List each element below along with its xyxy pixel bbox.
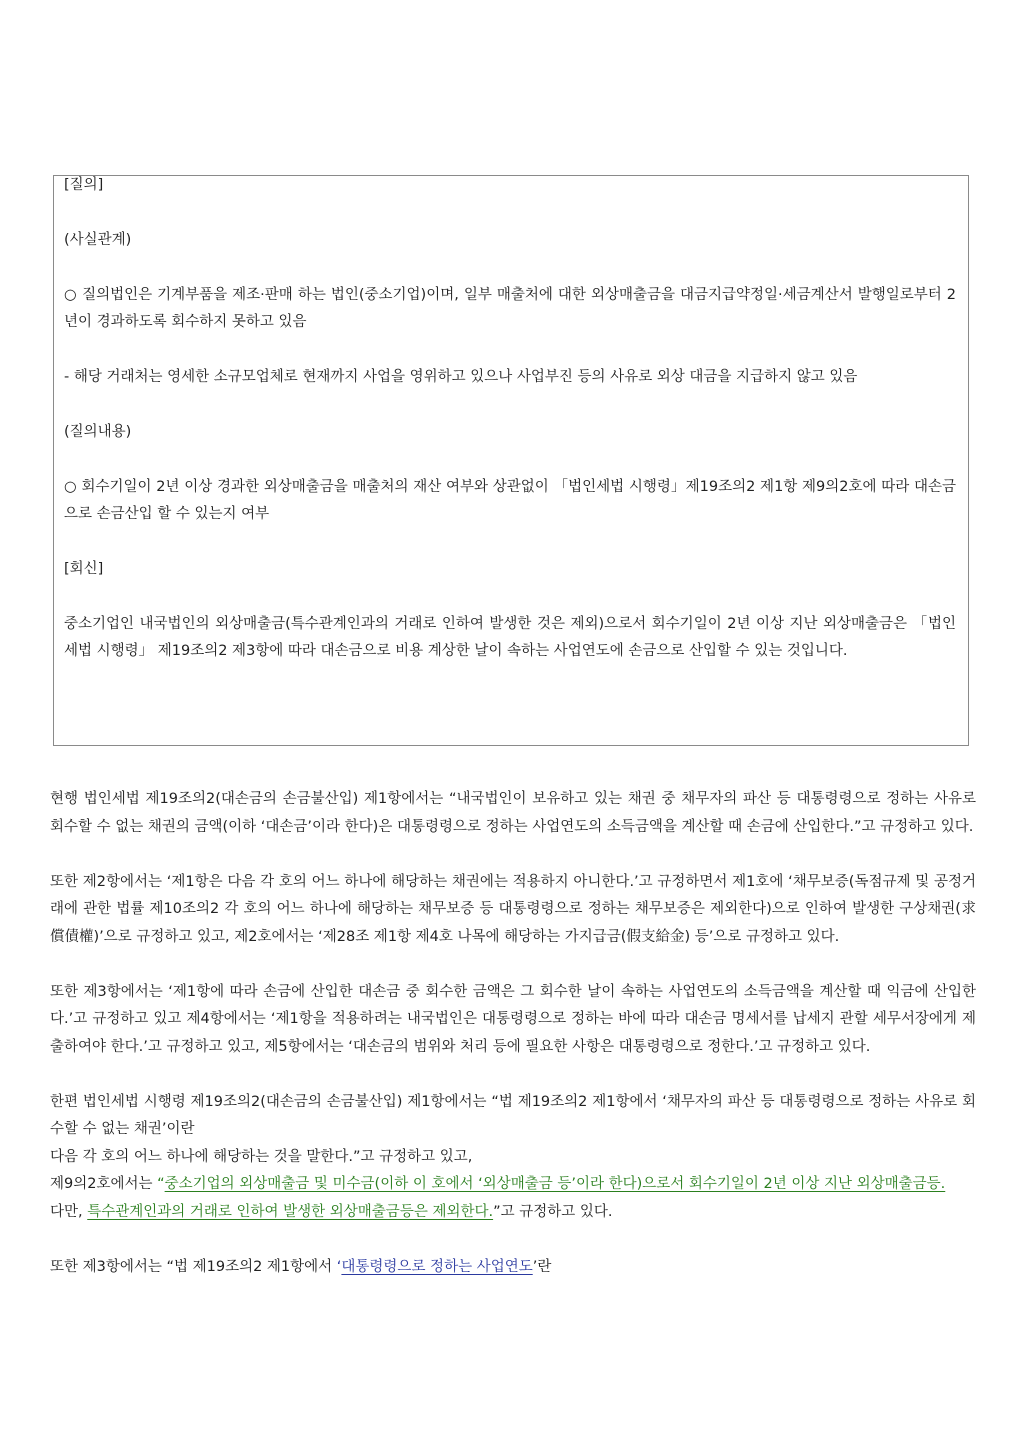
facts-heading: (사실관계) <box>64 232 132 248</box>
para-5-prefix: 또한 제3항에서는 “법 제19조의2 제1항에서 <box>50 1258 337 1275</box>
blue-open-quote: ‘ <box>336 1258 342 1275</box>
green-open-quote: “ <box>157 1176 165 1192</box>
underlined-exception-text: 특수관계인과의 거래로 인하여 발생한 외상매출금등은 제외한다. <box>87 1203 494 1220</box>
body-paragraph-2: 또한 제2항에서는 ‘제1항은 다음 각 호의 어느 하나에 해당하는 채권에는 적용하지 아니한다.’고 규정하면서 제1호에 ‘채무보증(독점규제 및 공정거래에 관한 법률 제10조의2 각 호의 어느 하나에 해당하는 채무보증 등 대통령령으로 정하는 채무보증은 제외한다)으로 인하여 발생한 구상채권(求償債權)’으로 규정하고 있고, 제2호에서는 ‘제28조 제1항 제4호 나목에 해당하는 가지급금(假支給金) 등’으로 규정하고 있다. <box>50 873 976 945</box>
body-paragraph-4-line-4 <box>50 1199 976 1227</box>
body-paragraph-5 <box>50 1254 976 1282</box>
fact-paragraph-1: ○ 질의법인은 기계부품을 제조·판매 하는 법인(중소기업)이며, 일부 매출처에 대한 외상매출금을 대금지급약정일·세금계산서 발행일로부터 2년이 경과하도록 회수하지 못하고 있음 <box>64 287 956 330</box>
body-paragraph-4 <box>50 1089 976 1227</box>
underlined-business-year-text: 대통령령으로 정하는 사업연도 <box>341 1258 533 1275</box>
line-4-prefix: 다만, <box>50 1203 88 1220</box>
fact-paragraph-2: - 해당 거래처는 영세한 소규모업체로 현재까지 사업을 영위하고 있으나 사업부진 등의 사유로 외상 대금을 지급하지 않고 있음 <box>64 369 858 385</box>
body-paragraph-1: 현행 법인세법 제19조의2(대손금의 손금불산입) 제1항에서는 “내국법인이 보유하고 있는 채권 중 채무자의 파산 등 대통령령으로 정하는 사유로 회수할 수 없는 채권의 금액(이하 ‘대손금’이라 한다)은 대통령령으로 정하는 사업연도의 소득금액을 계산할 때 손금에 산입한다.”고 규정하고 있다. <box>50 791 976 835</box>
underlined-provision-text: 중소기업의 외상매출금 및 미수금(이하 이 호에서 ‘외상매출금 등’이라 한다)으로서 회수기일이 2년 이상 지난 외상매출금등. <box>164 1176 946 1192</box>
line-4-suffix: ”고 규정하고 있다. <box>493 1203 613 1220</box>
question-heading: [질의] <box>64 177 104 193</box>
line-3-prefix: 제9의2호에서는 <box>50 1176 158 1192</box>
reply-paragraph: 중소기업인 내국법인의 외상매출금(특수관계인과의 거래로 인하여 발생한 것은 제외)으로서 회수기일이 2년 이상 지난 외상매출금은 「법인세법 시행령」 제19조의2 제3항에 따라 대손금으로 비용 계상한 날이 속하는 사업연도에 손금으로 산입할 수 있는 것입니다. <box>64 616 956 659</box>
question-content-paragraph: ○ 회수기일이 2년 이상 경과한 외상매출금을 매출처의 재산 여부와 상관없이 「법인세법 시행령」제19조의2 제1항 제9의2호에 따라 대손금으로 손금산입 할 수 있는지 여부 <box>64 479 956 522</box>
body-paragraph-4-line-3 <box>50 1171 976 1199</box>
question-content-heading: (질의내용) <box>64 424 132 440</box>
body-paragraph-4-line-1: 한편 법인세법 시행령 제19조의2(대손금의 손금불산입) 제1항에서는 “법 제19조의2 제1항에서 ‘채무자의 파산 등 대통령령으로 정하는 사유로 회수할 수 없는 채권’이란 <box>50 1093 976 1137</box>
commentary-body <box>50 786 976 1281</box>
para-5-suffix: ’란 <box>532 1258 552 1275</box>
reply-heading: [회신] <box>64 561 104 577</box>
body-paragraph-3: 또한 제3항에서는 ‘제1항에 따라 손금에 산입한 대손금 중 회수한 금액은 그 회수한 날이 속하는 사업연도의 소득금액을 계산할 때 익금에 산입한다.’고 규정하고 있고 제4항에서는 ‘제1항을 적용하려는 내국법인은 대통령령으로 정하는 바에 따라 대손금 명세서를 납세지 관할 세무서장에게 제출하여야 한다.’고 규정하고 있고, 제5항에서는 ‘대손금의 범위와 처리 등에 필요한 사항은 대통령령으로 정한다.’고 규정하고 있다. <box>50 983 976 1055</box>
inquiry-box <box>53 175 969 746</box>
body-paragraph-4-line-2: 다음 각 호의 어느 하나에 해당하는 것을 말한다.”고 규정하고 있고, <box>50 1148 473 1165</box>
